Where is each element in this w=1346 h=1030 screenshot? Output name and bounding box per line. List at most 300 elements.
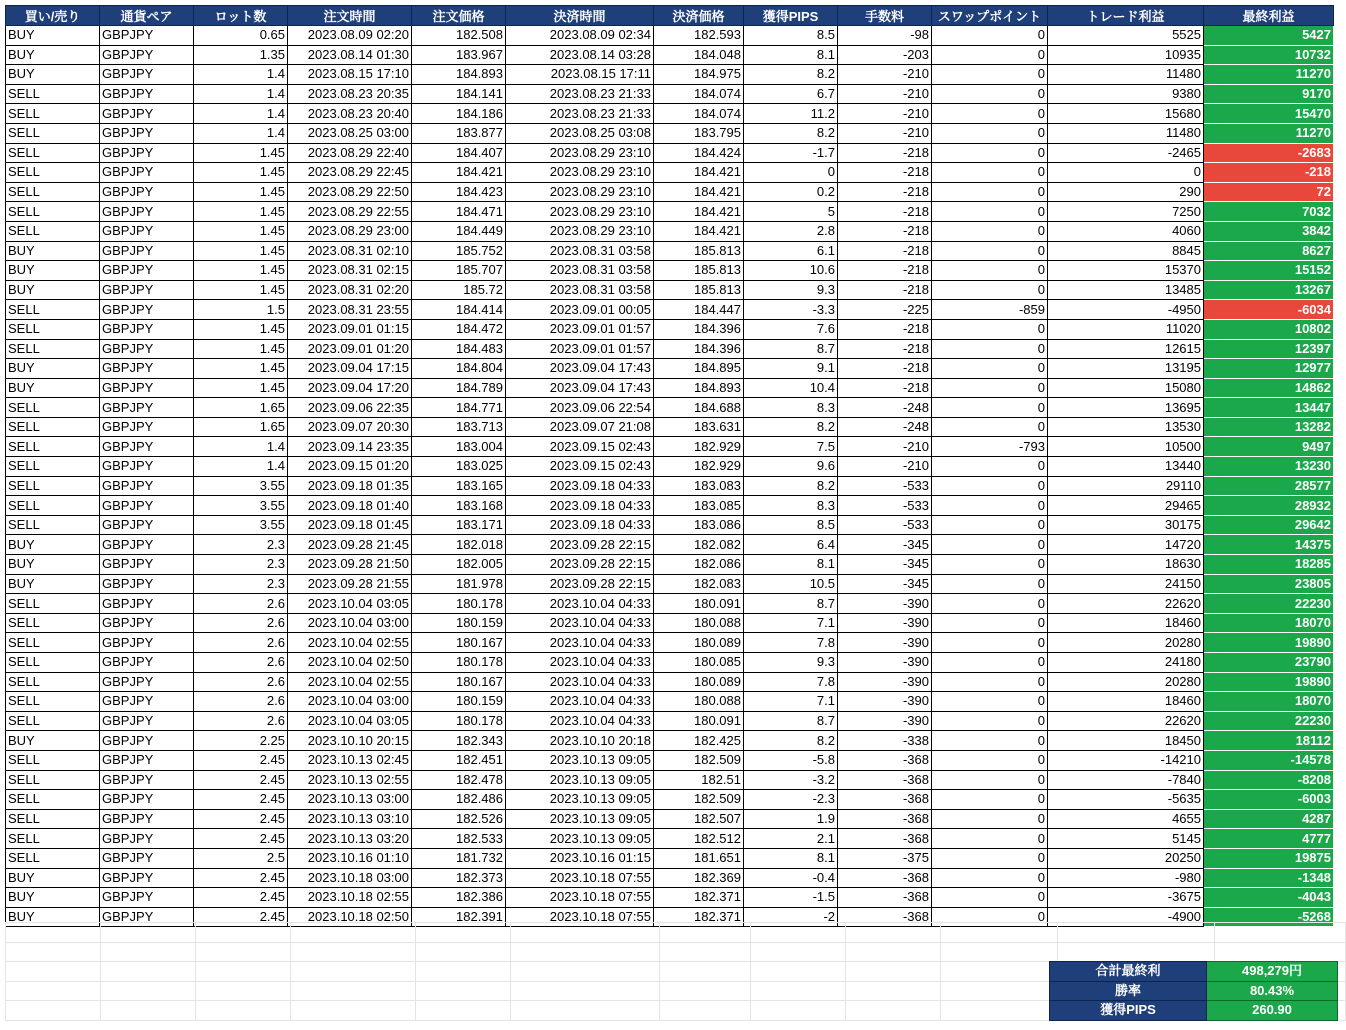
cell-pips[interactable]: 9.3 <box>744 653 838 673</box>
cell-close-price[interactable]: 180.089 <box>654 633 744 653</box>
cell-trade-profit[interactable]: -5635 <box>1048 790 1204 810</box>
cell-trade-profit[interactable]: 18450 <box>1048 731 1204 751</box>
cell-close-price[interactable]: 182.425 <box>654 731 744 751</box>
cell-currency-pair[interactable]: GBPJPY <box>100 261 194 281</box>
cell-side[interactable]: SELL <box>6 182 100 202</box>
cell-swap[interactable]: 0 <box>932 711 1048 731</box>
empty-cell[interactable] <box>196 962 291 982</box>
cell-side[interactable]: BUY <box>6 907 100 927</box>
cell-order-price[interactable]: 182.526 <box>412 809 506 829</box>
cell-close-price[interactable]: 182.086 <box>654 555 744 575</box>
cell-side[interactable]: BUY <box>6 26 100 46</box>
cell-final-profit[interactable]: -4043 <box>1204 888 1334 908</box>
cell-swap[interactable]: 0 <box>932 535 1048 555</box>
cell-commission[interactable]: -533 <box>838 476 932 496</box>
header-pips[interactable]: 獲得PIPS <box>744 6 838 26</box>
empty-cell[interactable] <box>291 923 416 943</box>
cell-currency-pair[interactable]: GBPJPY <box>100 848 194 868</box>
cell-order-time[interactable]: 2023.08.31 02:10 <box>288 241 412 261</box>
cell-pips[interactable]: 8.7 <box>744 711 838 731</box>
header-swap[interactable]: スワップポイント <box>932 6 1048 26</box>
cell-order-time[interactable]: 2023.10.13 02:45 <box>288 750 412 770</box>
cell-close-price[interactable]: 184.895 <box>654 359 744 379</box>
cell-close-price[interactable]: 182.929 <box>654 437 744 457</box>
cell-pips[interactable]: 0.2 <box>744 182 838 202</box>
cell-close-time[interactable]: 2023.10.04 04:33 <box>506 633 654 653</box>
cell-side[interactable]: SELL <box>6 123 100 143</box>
empty-cell[interactable] <box>751 923 846 943</box>
cell-side[interactable]: SELL <box>6 515 100 535</box>
cell-order-price[interactable]: 184.421 <box>412 163 506 183</box>
empty-cell[interactable] <box>196 981 291 1001</box>
cell-pips[interactable]: 10.4 <box>744 378 838 398</box>
cell-pips[interactable]: 5 <box>744 202 838 222</box>
header-close-time[interactable]: 決済時間 <box>506 6 654 26</box>
cell-close-price[interactable]: 184.074 <box>654 104 744 124</box>
cell-trade-profit[interactable]: 10500 <box>1048 437 1204 457</box>
cell-close-time[interactable]: 2023.09.28 22:15 <box>506 555 654 575</box>
cell-trade-profit[interactable]: 11020 <box>1048 319 1204 339</box>
cell-side[interactable]: SELL <box>6 437 100 457</box>
cell-close-price[interactable]: 182.509 <box>654 790 744 810</box>
cell-side[interactable]: BUY <box>6 574 100 594</box>
cell-swap[interactable]: 0 <box>932 770 1048 790</box>
cell-trade-profit[interactable]: 7250 <box>1048 202 1204 222</box>
cell-side[interactable]: BUY <box>6 731 100 751</box>
cell-swap[interactable]: 0 <box>932 633 1048 653</box>
cell-trade-profit[interactable]: -2465 <box>1048 143 1204 163</box>
cell-commission[interactable]: -218 <box>838 241 932 261</box>
cell-commission[interactable]: -218 <box>838 143 932 163</box>
cell-side[interactable]: BUY <box>6 535 100 555</box>
cell-swap[interactable]: 0 <box>932 241 1048 261</box>
cell-close-price[interactable]: 182.593 <box>654 26 744 46</box>
empty-cell[interactable] <box>196 1001 291 1021</box>
cell-order-time[interactable]: 2023.09.04 17:20 <box>288 378 412 398</box>
cell-lots[interactable]: 2.3 <box>194 574 288 594</box>
cell-lots[interactable]: 1.45 <box>194 261 288 281</box>
cell-order-time[interactable]: 2023.09.01 01:20 <box>288 339 412 359</box>
cell-order-time[interactable]: 2023.10.13 03:20 <box>288 829 412 849</box>
cell-trade-profit[interactable]: 5525 <box>1048 26 1204 46</box>
empty-cell[interactable] <box>196 923 291 943</box>
cell-final-profit[interactable]: 22230 <box>1204 594 1334 614</box>
cell-lots[interactable]: 2.6 <box>194 633 288 653</box>
cell-commission[interactable]: -218 <box>838 319 932 339</box>
cell-lots[interactable]: 1.65 <box>194 398 288 418</box>
cell-lots[interactable]: 1.4 <box>194 65 288 85</box>
cell-side[interactable]: SELL <box>6 398 100 418</box>
cell-close-price[interactable]: 184.421 <box>654 182 744 202</box>
cell-pips[interactable]: 7.6 <box>744 319 838 339</box>
cell-swap[interactable]: 0 <box>932 515 1048 535</box>
empty-cell[interactable] <box>1058 923 1215 943</box>
cell-commission[interactable]: -98 <box>838 26 932 46</box>
cell-lots[interactable]: 2.25 <box>194 731 288 751</box>
cell-order-price[interactable]: 184.771 <box>412 398 506 418</box>
cell-pips[interactable]: -1.5 <box>744 888 838 908</box>
cell-pips[interactable]: 8.2 <box>744 731 838 751</box>
cell-final-profit[interactable]: 13230 <box>1204 457 1334 477</box>
cell-close-price[interactable]: 184.074 <box>654 84 744 104</box>
cell-currency-pair[interactable]: GBPJPY <box>100 84 194 104</box>
cell-swap[interactable]: 0 <box>932 555 1048 575</box>
cell-order-price[interactable]: 182.451 <box>412 750 506 770</box>
cell-trade-profit[interactable]: -3675 <box>1048 888 1204 908</box>
cell-side[interactable]: SELL <box>6 790 100 810</box>
cell-close-price[interactable]: 182.507 <box>654 809 744 829</box>
cell-order-price[interactable]: 180.178 <box>412 711 506 731</box>
empty-cell[interactable] <box>846 942 941 962</box>
cell-final-profit[interactable]: 28932 <box>1204 496 1334 516</box>
cell-trade-profit[interactable]: 13695 <box>1048 398 1204 418</box>
cell-final-profit[interactable]: 18112 <box>1204 731 1334 751</box>
cell-order-time[interactable]: 2023.08.29 22:50 <box>288 182 412 202</box>
cell-currency-pair[interactable]: GBPJPY <box>100 457 194 477</box>
cell-trade-profit[interactable]: -4950 <box>1048 300 1204 320</box>
cell-close-time[interactable]: 2023.09.18 04:33 <box>506 496 654 516</box>
cell-lots[interactable]: 1.4 <box>194 104 288 124</box>
cell-pips[interactable]: 8.2 <box>744 476 838 496</box>
header-trade-profit[interactable]: トレード利益 <box>1048 6 1204 26</box>
cell-close-time[interactable]: 2023.08.23 21:33 <box>506 84 654 104</box>
header-side[interactable]: 買い/売り <box>6 6 100 26</box>
cell-swap[interactable]: 0 <box>932 672 1048 692</box>
empty-cell[interactable] <box>416 981 511 1001</box>
cell-close-price[interactable]: 183.631 <box>654 417 744 437</box>
cell-close-price[interactable]: 184.975 <box>654 65 744 85</box>
cell-lots[interactable]: 2.45 <box>194 750 288 770</box>
cell-lots[interactable]: 2.6 <box>194 692 288 712</box>
cell-side[interactable]: SELL <box>6 143 100 163</box>
cell-order-time[interactable]: 2023.09.01 01:15 <box>288 319 412 339</box>
cell-final-profit[interactable]: 10732 <box>1204 45 1334 65</box>
cell-trade-profit[interactable]: 20250 <box>1048 848 1204 868</box>
summary-winrate-value[interactable]: 80.43% <box>1207 981 1338 1001</box>
cell-order-time[interactable]: 2023.10.04 03:00 <box>288 613 412 633</box>
cell-currency-pair[interactable]: GBPJPY <box>100 613 194 633</box>
cell-side[interactable]: SELL <box>6 711 100 731</box>
cell-close-time[interactable]: 2023.10.10 20:18 <box>506 731 654 751</box>
cell-lots[interactable]: 1.45 <box>194 202 288 222</box>
cell-close-time[interactable]: 2023.09.15 02:43 <box>506 457 654 477</box>
cell-close-time[interactable]: 2023.10.13 09:05 <box>506 770 654 790</box>
cell-order-price[interactable]: 182.005 <box>412 555 506 575</box>
cell-swap[interactable]: 0 <box>932 280 1048 300</box>
cell-swap[interactable]: 0 <box>932 848 1048 868</box>
cell-pips[interactable]: 10.6 <box>744 261 838 281</box>
cell-pips[interactable]: 8.1 <box>744 45 838 65</box>
cell-pips[interactable]: 6.4 <box>744 535 838 555</box>
cell-lots[interactable]: 2.45 <box>194 790 288 810</box>
cell-final-profit[interactable]: 12977 <box>1204 359 1334 379</box>
cell-trade-profit[interactable]: 18460 <box>1048 613 1204 633</box>
cell-pips[interactable]: -2.3 <box>744 790 838 810</box>
cell-pips[interactable]: -0.4 <box>744 868 838 888</box>
cell-currency-pair[interactable]: GBPJPY <box>100 535 194 555</box>
cell-side[interactable]: SELL <box>6 829 100 849</box>
empty-cell[interactable] <box>941 923 1058 943</box>
cell-swap[interactable]: 0 <box>932 888 1048 908</box>
cell-final-profit[interactable]: -14578 <box>1204 750 1334 770</box>
summary-pips-label[interactable]: 獲得PIPS <box>1050 1001 1207 1021</box>
cell-close-price[interactable]: 183.795 <box>654 123 744 143</box>
cell-close-price[interactable]: 182.509 <box>654 750 744 770</box>
empty-cell[interactable] <box>660 962 751 982</box>
cell-currency-pair[interactable]: GBPJPY <box>100 45 194 65</box>
cell-commission[interactable]: -368 <box>838 907 932 927</box>
cell-order-time[interactable]: 2023.10.04 03:00 <box>288 692 412 712</box>
cell-order-time[interactable]: 2023.08.29 23:00 <box>288 221 412 241</box>
empty-cell[interactable] <box>101 942 196 962</box>
cell-order-price[interactable]: 180.167 <box>412 633 506 653</box>
empty-cell[interactable] <box>6 1001 101 1021</box>
cell-order-price[interactable]: 184.893 <box>412 65 506 85</box>
cell-swap[interactable]: 0 <box>932 104 1048 124</box>
cell-side[interactable]: BUY <box>6 868 100 888</box>
cell-trade-profit[interactable]: 13485 <box>1048 280 1204 300</box>
empty-cell[interactable] <box>511 1001 660 1021</box>
empty-cell[interactable] <box>511 923 660 943</box>
cell-final-profit[interactable]: 3842 <box>1204 221 1334 241</box>
cell-currency-pair[interactable]: GBPJPY <box>100 300 194 320</box>
cell-swap[interactable]: 0 <box>932 790 1048 810</box>
cell-pips[interactable]: 7.5 <box>744 437 838 457</box>
cell-close-price[interactable]: 184.396 <box>654 319 744 339</box>
cell-swap[interactable]: 0 <box>932 163 1048 183</box>
cell-order-price[interactable]: 180.178 <box>412 653 506 673</box>
cell-commission[interactable]: -375 <box>838 848 932 868</box>
empty-cell[interactable] <box>416 1001 511 1021</box>
cell-side[interactable]: BUY <box>6 359 100 379</box>
cell-order-time[interactable]: 2023.08.29 22:40 <box>288 143 412 163</box>
cell-pips[interactable]: 9.1 <box>744 359 838 379</box>
cell-lots[interactable]: 1.45 <box>194 182 288 202</box>
cell-currency-pair[interactable]: GBPJPY <box>100 672 194 692</box>
cell-order-time[interactable]: 2023.09.07 20:30 <box>288 417 412 437</box>
cell-close-price[interactable]: 182.371 <box>654 888 744 908</box>
cell-lots[interactable]: 2.45 <box>194 770 288 790</box>
header-final-profit[interactable]: 最終利益 <box>1204 6 1334 26</box>
empty-cell[interactable] <box>846 923 941 943</box>
cell-swap[interactable]: 0 <box>932 613 1048 633</box>
cell-trade-profit[interactable]: 22620 <box>1048 711 1204 731</box>
cell-close-time[interactable]: 2023.08.29 23:10 <box>506 182 654 202</box>
cell-order-price[interactable]: 182.386 <box>412 888 506 908</box>
cell-trade-profit[interactable]: 13195 <box>1048 359 1204 379</box>
cell-side[interactable]: SELL <box>6 163 100 183</box>
cell-close-price[interactable]: 184.396 <box>654 339 744 359</box>
cell-currency-pair[interactable]: GBPJPY <box>100 829 194 849</box>
cell-commission[interactable]: -390 <box>838 633 932 653</box>
cell-pips[interactable]: 8.1 <box>744 555 838 575</box>
cell-final-profit[interactable]: 19875 <box>1204 848 1334 868</box>
cell-swap[interactable]: 0 <box>932 731 1048 751</box>
cell-currency-pair[interactable]: GBPJPY <box>100 437 194 457</box>
cell-order-price[interactable]: 182.391 <box>412 907 506 927</box>
cell-final-profit[interactable]: 10802 <box>1204 319 1334 339</box>
cell-side[interactable]: SELL <box>6 339 100 359</box>
cell-commission[interactable]: -345 <box>838 574 932 594</box>
cell-close-price[interactable]: 184.424 <box>654 143 744 163</box>
cell-order-price[interactable]: 180.167 <box>412 672 506 692</box>
cell-currency-pair[interactable]: GBPJPY <box>100 319 194 339</box>
cell-order-time[interactable]: 2023.10.04 02:55 <box>288 633 412 653</box>
empty-cell[interactable] <box>101 1001 196 1021</box>
cell-currency-pair[interactable]: GBPJPY <box>100 711 194 731</box>
cell-final-profit[interactable]: 23790 <box>1204 653 1334 673</box>
cell-side[interactable]: BUY <box>6 888 100 908</box>
cell-close-time[interactable]: 2023.09.01 01:57 <box>506 339 654 359</box>
cell-trade-profit[interactable]: 13530 <box>1048 417 1204 437</box>
cell-swap[interactable]: 0 <box>932 378 1048 398</box>
cell-side[interactable]: SELL <box>6 104 100 124</box>
cell-currency-pair[interactable]: GBPJPY <box>100 202 194 222</box>
cell-commission[interactable]: -345 <box>838 535 932 555</box>
cell-close-price[interactable]: 184.688 <box>654 398 744 418</box>
cell-final-profit[interactable]: -6003 <box>1204 790 1334 810</box>
cell-final-profit[interactable]: 11270 <box>1204 65 1334 85</box>
empty-cell[interactable] <box>291 942 416 962</box>
cell-currency-pair[interactable]: GBPJPY <box>100 143 194 163</box>
cell-lots[interactable]: 2.6 <box>194 594 288 614</box>
cell-currency-pair[interactable]: GBPJPY <box>100 555 194 575</box>
cell-order-time[interactable]: 2023.09.18 01:45 <box>288 515 412 535</box>
cell-final-profit[interactable]: -8208 <box>1204 770 1334 790</box>
cell-side[interactable]: SELL <box>6 221 100 241</box>
cell-order-time[interactable]: 2023.09.28 21:45 <box>288 535 412 555</box>
cell-close-time[interactable]: 2023.08.29 23:10 <box>506 163 654 183</box>
cell-final-profit[interactable]: 28577 <box>1204 476 1334 496</box>
cell-commission[interactable]: -345 <box>838 555 932 575</box>
cell-lots[interactable]: 1.45 <box>194 143 288 163</box>
cell-close-price[interactable]: 180.088 <box>654 692 744 712</box>
cell-side[interactable]: SELL <box>6 750 100 770</box>
cell-side[interactable]: SELL <box>6 300 100 320</box>
cell-lots[interactable]: 2.45 <box>194 809 288 829</box>
cell-swap[interactable]: 0 <box>932 261 1048 281</box>
cell-close-price[interactable]: 182.369 <box>654 868 744 888</box>
cell-order-price[interactable]: 182.508 <box>412 26 506 46</box>
cell-order-price[interactable]: 180.159 <box>412 613 506 633</box>
cell-close-time[interactable]: 2023.09.15 02:43 <box>506 437 654 457</box>
cell-commission[interactable]: -368 <box>838 809 932 829</box>
cell-currency-pair[interactable]: GBPJPY <box>100 907 194 927</box>
cell-commission[interactable]: -390 <box>838 672 932 692</box>
cell-pips[interactable]: -5.8 <box>744 750 838 770</box>
cell-close-time[interactable]: 2023.09.06 22:54 <box>506 398 654 418</box>
cell-close-price[interactable]: 182.083 <box>654 574 744 594</box>
cell-lots[interactable]: 3.55 <box>194 515 288 535</box>
cell-close-time[interactable]: 2023.10.04 04:33 <box>506 613 654 633</box>
cell-currency-pair[interactable]: GBPJPY <box>100 123 194 143</box>
cell-trade-profit[interactable]: 11480 <box>1048 65 1204 85</box>
empty-cell[interactable] <box>101 962 196 982</box>
cell-close-time[interactable]: 2023.10.04 04:33 <box>506 711 654 731</box>
cell-trade-profit[interactable]: -14210 <box>1048 750 1204 770</box>
cell-order-time[interactable]: 2023.08.29 22:45 <box>288 163 412 183</box>
cell-trade-profit[interactable]: 4655 <box>1048 809 1204 829</box>
cell-side[interactable]: BUY <box>6 261 100 281</box>
cell-order-price[interactable]: 183.168 <box>412 496 506 516</box>
cell-order-time[interactable]: 2023.08.14 01:30 <box>288 45 412 65</box>
cell-lots[interactable]: 2.5 <box>194 848 288 868</box>
cell-close-time[interactable]: 2023.09.18 04:33 <box>506 476 654 496</box>
cell-pips[interactable]: 1.9 <box>744 809 838 829</box>
cell-pips[interactable]: 8.5 <box>744 515 838 535</box>
cell-order-time[interactable]: 2023.10.16 01:10 <box>288 848 412 868</box>
cell-lots[interactable]: 1.45 <box>194 280 288 300</box>
cell-commission[interactable]: -210 <box>838 437 932 457</box>
empty-cell[interactable] <box>6 942 101 962</box>
cell-currency-pair[interactable]: GBPJPY <box>100 692 194 712</box>
cell-swap[interactable]: -793 <box>932 437 1048 457</box>
cell-trade-profit[interactable]: 15370 <box>1048 261 1204 281</box>
cell-side[interactable]: SELL <box>6 848 100 868</box>
cell-close-price[interactable]: 182.371 <box>654 907 744 927</box>
cell-trade-profit[interactable]: -7840 <box>1048 770 1204 790</box>
cell-swap[interactable]: 0 <box>932 417 1048 437</box>
cell-swap[interactable]: 0 <box>932 750 1048 770</box>
cell-lots[interactable]: 2.45 <box>194 868 288 888</box>
cell-side[interactable]: SELL <box>6 633 100 653</box>
cell-pips[interactable]: 6.7 <box>744 84 838 104</box>
empty-cell[interactable] <box>416 962 511 982</box>
cell-order-price[interactable]: 184.472 <box>412 319 506 339</box>
cell-order-time[interactable]: 2023.09.18 01:35 <box>288 476 412 496</box>
cell-order-price[interactable]: 184.789 <box>412 378 506 398</box>
cell-order-time[interactable]: 2023.10.18 02:50 <box>288 907 412 927</box>
cell-order-price[interactable]: 184.471 <box>412 202 506 222</box>
cell-commission[interactable]: -390 <box>838 692 932 712</box>
cell-commission[interactable]: -368 <box>838 770 932 790</box>
cell-lots[interactable]: 1.4 <box>194 437 288 457</box>
cell-close-time[interactable]: 2023.10.18 07:55 <box>506 907 654 927</box>
cell-close-time[interactable]: 2023.08.31 03:58 <box>506 280 654 300</box>
cell-pips[interactable]: -2 <box>744 907 838 927</box>
cell-order-time[interactable]: 2023.10.04 02:50 <box>288 653 412 673</box>
cell-close-time[interactable]: 2023.08.31 03:58 <box>506 241 654 261</box>
cell-final-profit[interactable]: 18285 <box>1204 555 1334 575</box>
cell-commission[interactable]: -338 <box>838 731 932 751</box>
cell-pips[interactable]: -1.7 <box>744 143 838 163</box>
cell-commission[interactable]: -390 <box>838 594 932 614</box>
cell-trade-profit[interactable]: 4060 <box>1048 221 1204 241</box>
cell-currency-pair[interactable]: GBPJPY <box>100 790 194 810</box>
empty-cell[interactable] <box>846 1001 941 1021</box>
cell-commission[interactable]: -218 <box>838 163 932 183</box>
cell-currency-pair[interactable]: GBPJPY <box>100 26 194 46</box>
empty-cell[interactable] <box>846 962 941 982</box>
cell-close-time[interactable]: 2023.08.09 02:34 <box>506 26 654 46</box>
cell-commission[interactable]: -368 <box>838 868 932 888</box>
cell-close-time[interactable]: 2023.10.13 09:05 <box>506 750 654 770</box>
cell-close-time[interactable]: 2023.09.01 00:05 <box>506 300 654 320</box>
cell-side[interactable]: SELL <box>6 496 100 516</box>
cell-close-price[interactable]: 185.813 <box>654 261 744 281</box>
cell-order-time[interactable]: 2023.08.09 02:20 <box>288 26 412 46</box>
cell-order-time[interactable]: 2023.08.31 02:20 <box>288 280 412 300</box>
cell-side[interactable]: BUY <box>6 241 100 261</box>
cell-trade-profit[interactable]: 30175 <box>1048 515 1204 535</box>
cell-final-profit[interactable]: 5427 <box>1204 26 1334 46</box>
empty-cell[interactable] <box>941 981 1058 1001</box>
empty-cell[interactable] <box>511 942 660 962</box>
cell-order-price[interactable]: 183.713 <box>412 417 506 437</box>
cell-lots[interactable]: 2.6 <box>194 672 288 692</box>
cell-commission[interactable]: -533 <box>838 515 932 535</box>
cell-close-price[interactable]: 180.088 <box>654 613 744 633</box>
